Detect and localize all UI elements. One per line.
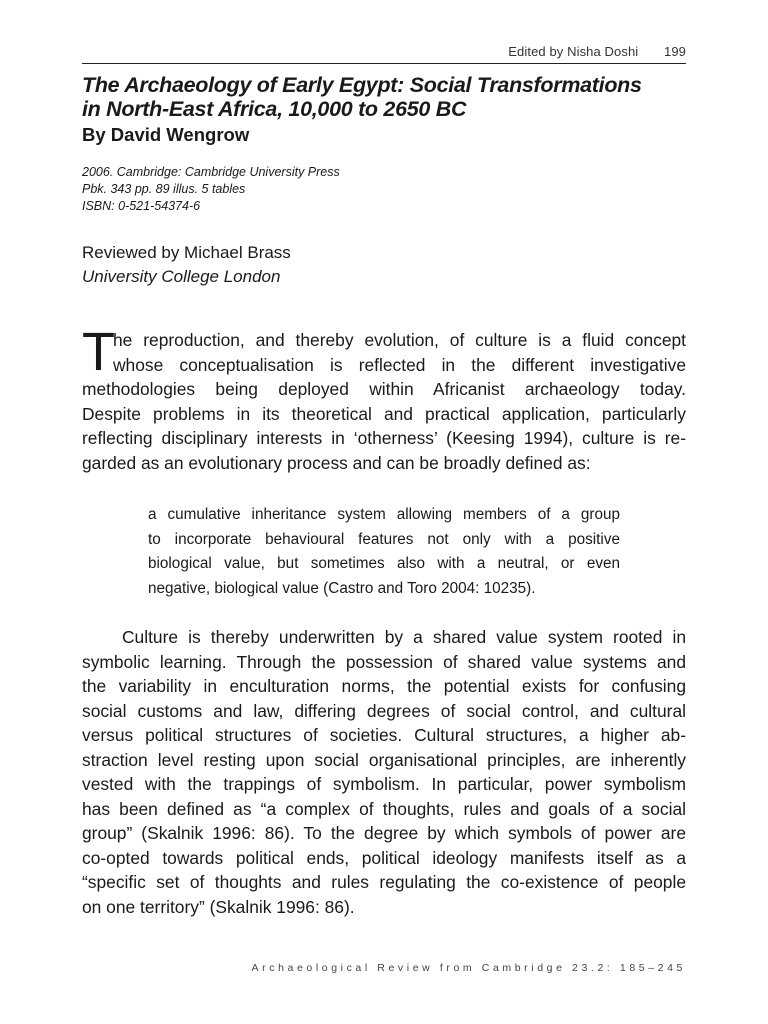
- quote-line: to incorporate behavioural features not only with a positive: [148, 530, 620, 548]
- paragraph-line: versus political structures of societies. Cultural structures, a higher ab-: [82, 725, 686, 745]
- paragraph-line: vested with the trappings of symbolism. In particular, power symbolism: [82, 774, 686, 794]
- quote-line: biological value, but sometimes also with a neutral, or even: [148, 555, 620, 572]
- paragraph-1: [82, 322, 686, 475]
- reviewer-name: Reviewed by Michael Brass: [82, 243, 291, 262]
- paragraph-line: “specific set of thoughts and rules regulating the co-existence of people: [82, 872, 686, 892]
- paragraph-2: [82, 625, 686, 919]
- paragraph-line: the variability in enculturation norms, the potential exists for confusing: [82, 676, 686, 696]
- paragraph-line: social customs and law, differing degrees of social control, and cultural: [82, 700, 686, 721]
- paragraph-line: methodologies being deployed within Africanist archaeology today.: [82, 379, 686, 399]
- running-head-title: Edited by Nisha Doshi: [508, 44, 639, 59]
- publication-line: 2006. Cambridge: Cambridge University Press: [82, 165, 340, 179]
- publication-line: Pbk. 343 pp. 89 illus. 5 tables: [82, 182, 246, 196]
- paragraph-line: whose conceptualisation is reflected in the different investigative: [113, 354, 686, 375]
- paragraph-line: straction level resting upon social organisational principles, are inherently: [82, 749, 686, 770]
- journal-footer: Archaeological Review from Cambridge 23.2: 185–245: [251, 962, 686, 974]
- paragraph-line: Despite problems in its theoretical and practical application, particularly: [82, 403, 686, 424]
- paragraph-line: garded as an evolutionary process and can be broadly defined as:: [82, 452, 591, 473]
- quote-line: a cumulative inheritance system allowing members of a group: [148, 506, 620, 523]
- reviewer-affiliation: University College London: [82, 266, 281, 286]
- drop-cap: T: [82, 322, 115, 382]
- book-title-line-1: The Archaeology of Early Egypt: Social Transformations: [82, 73, 642, 97]
- document-page: [82, 0, 686, 1024]
- publication-details: [82, 164, 340, 215]
- paragraph-line: reflecting disciplinary interests in ‘otherness’ (Keesing 1994), culture is re-: [82, 428, 686, 448]
- running-head: [508, 44, 686, 59]
- header-divider: [82, 63, 686, 64]
- reviewer-block: [82, 241, 291, 288]
- quote-line: negative, biological value (Castro and Toro 2004: 10235).: [148, 579, 536, 597]
- paragraph-line: co-opted towards political ends, political ideology manifests itself as a: [82, 847, 686, 868]
- book-title: [82, 73, 692, 121]
- paragraph-line: group” (Skalnik 1996: 86). To the degree by which symbols of power are: [82, 823, 686, 843]
- isbn-line: ISBN: 0-521-54374-6: [82, 199, 201, 213]
- book-author: By David Wengrow: [82, 124, 250, 145]
- paragraph-line: he reproduction, and thereby evolution, of culture is a fluid concept: [113, 330, 686, 350]
- block-quote: [148, 503, 620, 601]
- book-title-line-2: in North-East Africa, 10,000 to 2650 BC: [82, 97, 467, 121]
- paragraph-line: symbolic learning. Through the possession of shared value systems and: [82, 651, 686, 672]
- paragraph-line: has been defined as “a complex of thoughts, rules and goals of a social: [82, 798, 686, 819]
- paragraph-line: Culture is thereby underwritten by a shared value system rooted in: [122, 627, 686, 647]
- page-number: 199: [664, 44, 686, 59]
- paragraph-line: on one territory” (Skalnik 1996: 86).: [82, 896, 355, 917]
